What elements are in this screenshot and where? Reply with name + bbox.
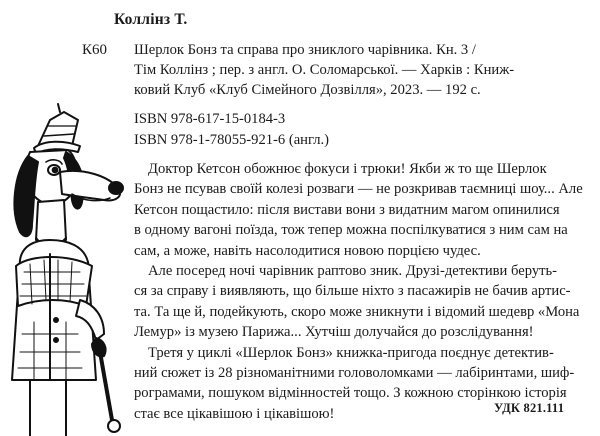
isbn-line: ISBN 978-1-78055-921-6 (англ.) xyxy=(134,132,330,148)
isbn-block xyxy=(134,109,329,151)
annotation-line: ний сюжет із 28 різноманітними головоломками — лабіринтами, шиф- xyxy=(134,365,575,382)
bib-line: Шерлок Бонз та справа про зниклого чарівника. Кн. 3 / xyxy=(134,42,476,58)
annotation xyxy=(134,159,583,424)
annotation-line: ся за справу і виявляють, що більше ніхто з пасажирів не бачив артис- xyxy=(134,283,571,300)
bib-line: ковий Клуб «Клуб Сімейного Дозвілля», 2023. — 192 с. xyxy=(134,82,481,98)
classification-code: К60 xyxy=(82,42,108,58)
isbn-line: ISBN 978-617-15-0184-3 xyxy=(134,111,286,127)
annotation-line: та. Та ще й, подейкують, скоро може зникнути і відомий шедевр «Мона xyxy=(134,303,580,320)
annotation-line: Лемур» із музею Парижа... Хутчіш долучайся до розслідування! xyxy=(134,324,534,341)
annotation-line: рограмами, пошуком відмінностей тощо. З кожною сторінкою історія xyxy=(134,385,567,402)
annotation-line: в одному вагоні поїзда, тож тепер можна поспілкуватися з ним сам на xyxy=(134,222,568,239)
bibliographic-description xyxy=(134,40,578,100)
bib-line: Тім Коллінз ; пер. з англ. О. Соломарської. — Харків : Книж- xyxy=(134,62,515,78)
annotation-line: Але посеред ночі чарівник раптово зник. Друзі-детективи беруть- xyxy=(148,263,558,280)
annotation-line: Третя у циклі «Шерлок Бонз» книжка-пригода поєднує детектив- xyxy=(148,344,554,361)
annotation-line: Кетсон пощастило: після вистави вони з видатним магом опинилися xyxy=(134,201,560,218)
annotation-line: сам, а може, навіть насолодитися новою порцією чудес. xyxy=(134,242,481,259)
udk-code: УДК 821.111 xyxy=(494,401,565,415)
annotation-line: Бонз не псував своїй колезі розваги — не розкривав таємниці шоу... Але xyxy=(134,181,583,198)
annotation-line: Доктор Кетсон обожнює фокуси і трюки! Якби ж то ще Шерлок xyxy=(148,161,547,177)
author-heading: Коллінз Т. xyxy=(114,11,188,28)
detective-dog-icon xyxy=(0,90,140,436)
annotation-line: стає все цікавішою і цікавішою! xyxy=(134,405,335,422)
